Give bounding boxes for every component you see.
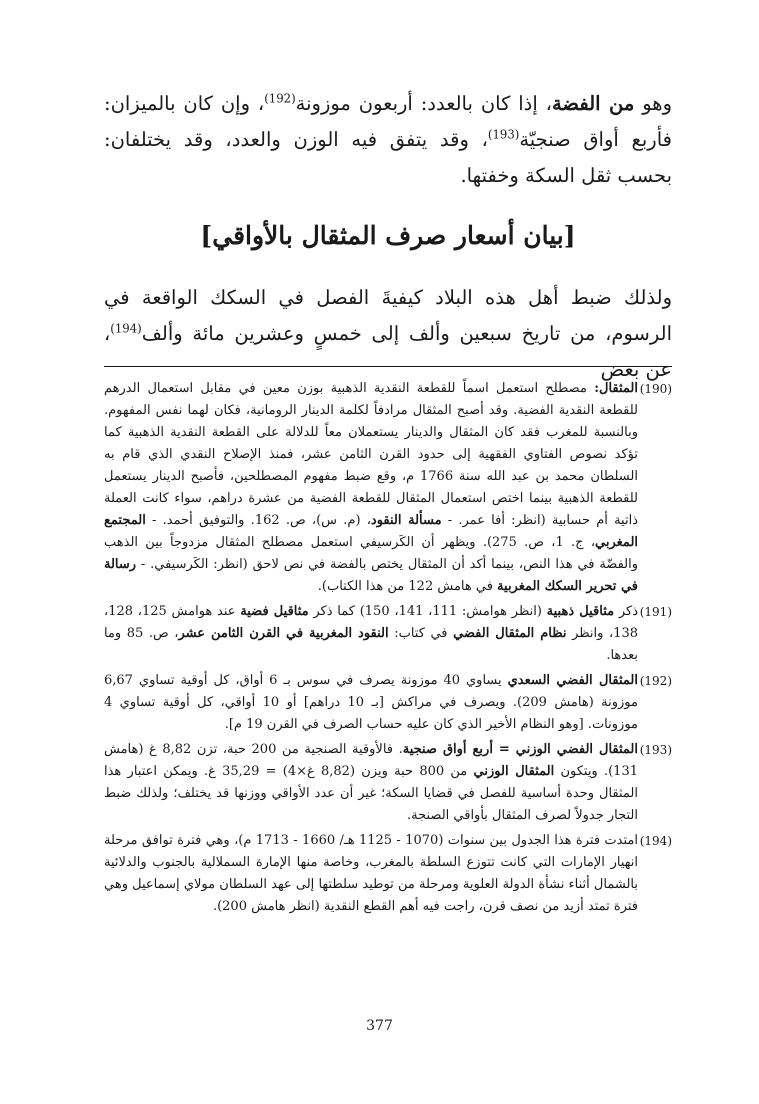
term-bold: رسالة في تحرير السكك المغربية [104, 557, 638, 594]
term-bold: النقود المغربية في القرن الثامن عشر [178, 626, 389, 641]
term-bold: مسألة النقود [370, 513, 442, 528]
section-heading: [بيان أسعار صرف المثقال بالأواقي] [200, 221, 576, 250]
footnote-191 [104, 601, 672, 667]
footnote-segment: ذكر [614, 604, 638, 619]
footnote-segment: مصطلح استعمل اسماً للقطعة النقدية الذهبية بوزن معين في مقابل استعمال الدرهم للقطعة النقدية الفضية. وقد أصبح المثقال مرادفاً لكلمة الدينار الرومانية، فكان لهما نفس المفهوم. وبالنسبة للمغرب فقد كان المثقال والدينار يستعملان معاً للدلالة على القطعة النقدية الذهبية كما تؤكد نصوص الفتاوي الفقهية إلى حدود القرن الثامن عشر، فمنذ الإصلاح النقدي الذي قام به السلطان محمد بن عبد الله سنة 1766 م، وقع ضبط مفهوم المصطلحين، فأصبح الدينار يستعمل للقطعة الذهبية بينما اختص استعمال المثقال للقطعة الفضية من عشرة دراهم، سواء كانت العملة ذاتية أم حسابية (انظر: أفا عمر. - [104, 381, 638, 528]
main-paragraph [104, 86, 672, 194]
paragraph-text: وهو [634, 92, 672, 115]
page-number: 377 [366, 1018, 393, 1034]
term-bold: مثاقيل ذهبية [546, 604, 615, 619]
paragraph-text: ، وإن كان بالميزان: فأربع أواق صنجيّة [104, 92, 672, 151]
footnote-reference[interactable]: (192) [264, 91, 296, 106]
footnote-segment: . فالأوقية الصنجية من 200 حبة، تزن 8,82 غ (هامش 131). ويتكون [104, 742, 638, 779]
footnote-text [104, 601, 638, 667]
footnote-number: (193) [639, 743, 672, 757]
footnote-reference[interactable]: (194) [110, 321, 142, 336]
footnote-segment: في هامش 122 من هذا الكتاب). [317, 579, 498, 594]
term-bold: المثقال: [594, 381, 638, 396]
footnote-segment: في كتاب: [388, 626, 454, 641]
footnote-text: امتدت فترة هذا الجدول بين سنوات (1070 - 1125 هـ/ 1660 - 1713 م)، وهي فترة توافق مرحلة انهيار الإمارات التي كانت تتوزع السلطة بالمغرب، وخاصة منها الإمارة السملالية بالجنوب والدلائية بالشمال أثناء نشأة الدولة العلوية ومرحلة من توطيد سلطتها إلى عهد السلطان مولاي إسماعيل وهي فترة تمتد أزيد من نصف قرن، راجت فيه أهم القطع النقدية (انظر هامش 200). [104, 833, 638, 914]
term-bold: المثقال الفضي السعدي [507, 673, 638, 688]
term-bold: المثقال الفضي الوزني = أربع أواق صنجية [402, 742, 638, 757]
footnote-segment: ، ج. 1، ص. 275). ويظهر أن الكَرسيفي استعمل مصطلح المثقال مزدوجاً بين الذهب والفضّة في هذا النص، بينما أكد أن المثقال يختص بالفضة في نص لاحق (انظر: الكَرسيفي. - [104, 535, 638, 572]
footnote-divider [104, 366, 672, 367]
footnote-segment: يساوي 40 موزونة يصرف في سوس بـ 6 أواق، كل أوقية تساوي 6,67 موزونة (هامش 209). ويصرف في مراكش [بـ 10 دراهم] أو 10 أواقي، كل أوقية تساوي 4 موزونات. [وهو النظام الأخير الذي كان عليه حساب الصرف في القرن 19 م]. [104, 673, 638, 732]
footnote-segment: ، ص. 85 وما بعدها. [104, 626, 638, 663]
footnote-number: (194) [639, 834, 672, 848]
footnote-text [104, 670, 638, 736]
footnote-193 [104, 739, 672, 827]
paragraph-text: ولذلك ضبط أهل هذه البلاد كيفيةَ الفصل في السكك الواقعة في الرسوم، من تاريخ سبعين وألف إلى خمسٍ وعشرين مائة وألف [104, 286, 672, 345]
paragraph-text: ، عن بعض [104, 322, 672, 381]
footnote-text [104, 378, 638, 598]
footnote-segment: ، (م. س)، ص. 162. والتوفيق أحمد. - [145, 513, 371, 528]
footnote-number: (192) [639, 674, 672, 688]
footnote-segment: من 800 حبة ويزن (8,82 غ×4) = 35,29 غ. ويمكن اعتبار هذا المثقال وحدة أساسية للفصل في قضايا السكة؛ غير أن عدد الأواقي ووزنها قد يختلف؛ ولذلك ضبط التجار جدولاً لصرف المثقال بأواقي الصنجة. [104, 764, 638, 823]
footnote-194 [104, 830, 672, 918]
term-bold: المثقال الوزني [473, 764, 555, 779]
footnote-192 [104, 670, 672, 736]
footnote-segment: عند هوامش 125، 128، 138، وانظر [104, 604, 639, 641]
paragraph-text: ، وقد يتفق فيه الوزن والعدد، وقد يختلفان: بحسب ثقل السكة وخفتها. [104, 128, 672, 187]
second-paragraph [104, 280, 672, 388]
footnote-number: (191) [639, 605, 672, 619]
footnote-190 [104, 378, 672, 598]
paragraph-text: ، إذا كان بالعدد: أربعون موزونة [295, 92, 552, 115]
emphasis-text: من الفضة [551, 92, 635, 115]
footnote-segment: (انظر هوامش: 111، 141، 150) كما ذكر [308, 604, 547, 619]
footnote-text [104, 739, 638, 827]
footnote-number: (190) [639, 382, 672, 396]
term-bold: نظام المثقال الفضي [453, 626, 567, 641]
footnote-reference[interactable]: (193) [487, 127, 520, 142]
term-bold: المجتمع المغربي [104, 513, 639, 550]
term-bold: مثاقيل فضية [240, 604, 309, 619]
footnotes [104, 378, 672, 921]
